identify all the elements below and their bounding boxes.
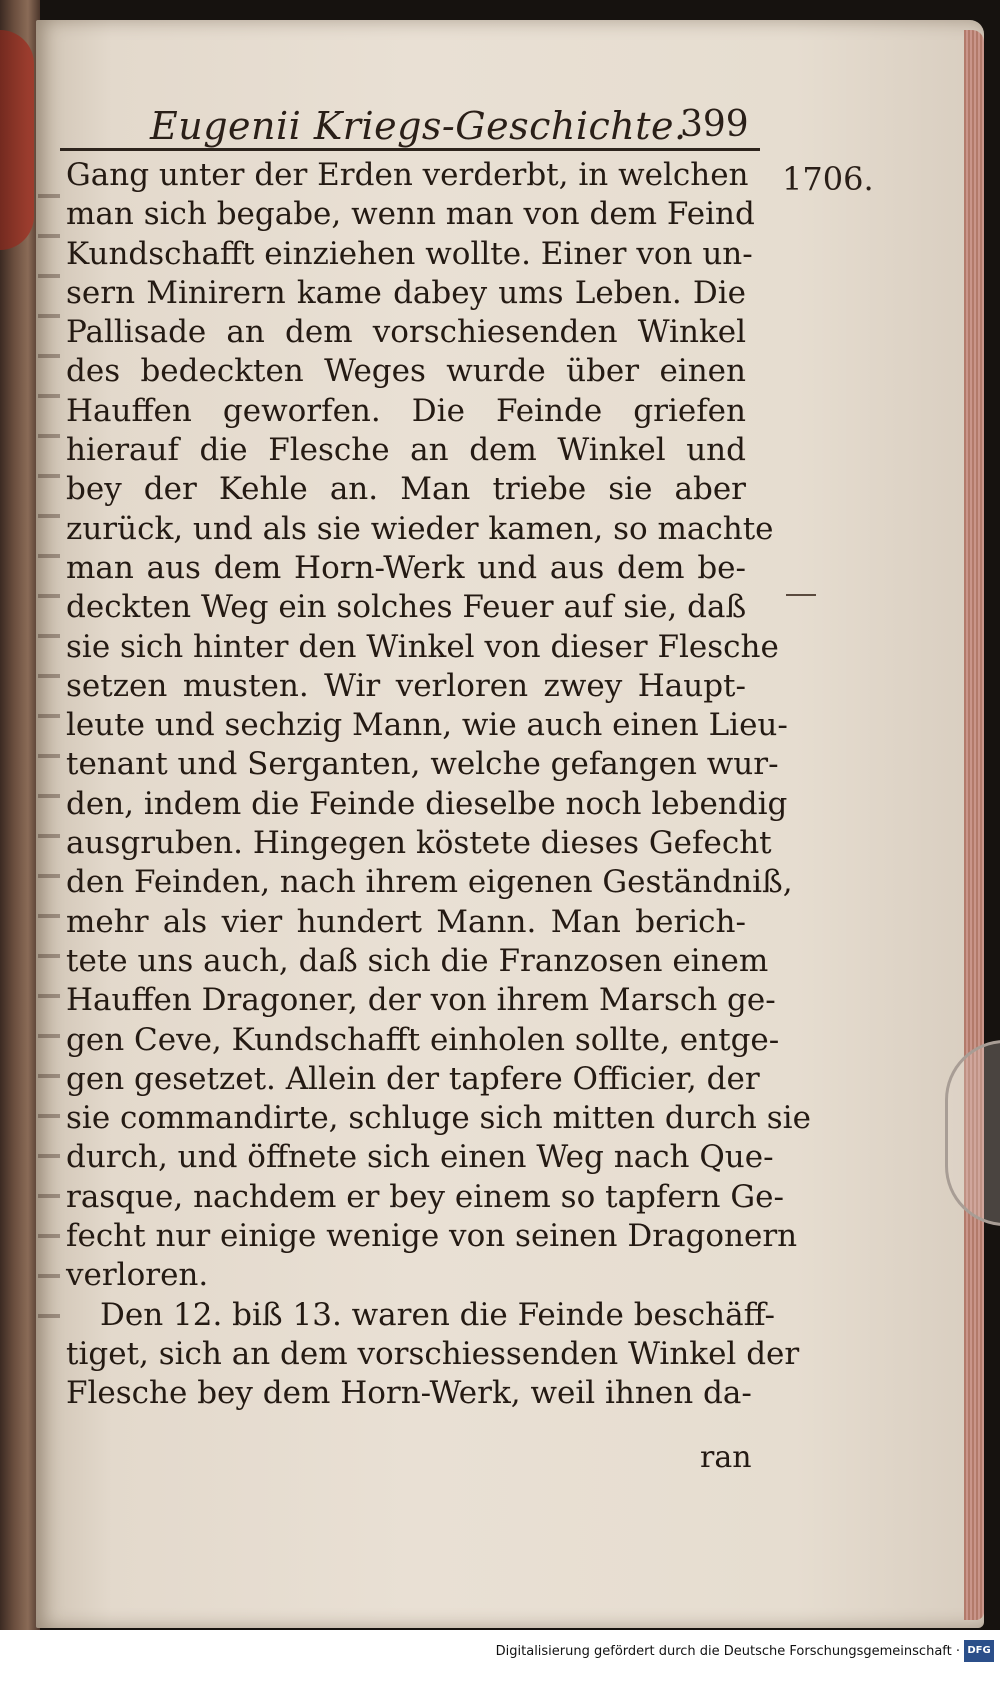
text-line: zurück, und als sie wieder kamen, so machte [66,510,774,547]
margin-mark [786,594,816,596]
text-line: tenant und Serganten, welche gefangen wur- [66,746,779,783]
text-line: sie sich hinter den Winkel von dieser Flesche [66,628,779,665]
text-line: den, indem die Feinde dieselbe noch lebendig [66,785,788,822]
gutter-bleed-text [38,170,60,1350]
page-fore-edge [964,30,984,1620]
header-rule [60,148,760,151]
text-line: sie commandirte, schluge sich mitten durch sie [66,1100,811,1137]
body-text [66,156,811,1414]
text-line: Flesche bey dem Horn-Werk, weil ihnen da- [66,1375,752,1412]
text-line: verloren. [66,1257,209,1294]
text-line: des bedeckten Weges wurde über einen [66,353,746,390]
text-line: tiget, sich an dem vorschiessenden Winkel der [66,1335,800,1372]
text-line: deckten Weg ein solches Feuer auf sie, daß [66,589,747,626]
text-line: rasque, nachdem er bey einem so tapfern Ge- [66,1178,784,1215]
text-line: man aus dem Horn-Werk und aus dem be- [66,549,746,586]
text-line: setzen musten. Wir verloren zwey Haupt- [66,667,746,704]
text-line: Hauffen Dragoner, der von ihrem Marsch ge- [66,982,776,1019]
funding-credit: Digitalisierung gefördert durch die Deutsche Forschungsgemeinschaft · [495,1644,960,1659]
text-line: gen gesetzet. Allein der tapfere Officier, der [66,1060,760,1097]
text-line: Gang unter der Erden verderbt, in welchen [66,157,749,193]
catchword: ran [700,1440,752,1475]
footer-bar [0,1630,1000,1683]
text-line: Den 12. biß 13. waren die Feinde beschäff- [100,1296,775,1333]
text-line: bey der Kehle an. Man triebe sie aber [66,471,746,508]
page-number: 399 [680,104,749,145]
text-line: Kundschafft einziehen wollte. Einer von un- [66,235,753,272]
text-line: fecht nur einige wenige von seinen Dragonern [66,1218,798,1255]
text-line: durch, und öffnete sich einen Weg nach Que- [66,1139,774,1176]
text-line: gen Ceve, Kundschafft einholen sollte, entge- [66,1021,780,1058]
text-line: leute und sechzig Mann, wie auch einen Lieu- [66,707,788,744]
running-title: Eugenii Kriegs-Geschichte. [150,104,687,148]
text-line: sern Minirern kame dabey ums Leben. Die [66,274,746,311]
text-line: hierauf die Flesche an dem Winkel und [66,432,746,469]
text-line: mehr als vier hundert Mann. Man berich- [66,903,746,940]
text-line: ausgruben. Hingegen köstete dieses Gefecht [66,825,772,862]
text-line: Hauffen geworfen. Die Feinde griefen [66,392,746,429]
text-line: den Feinden, nach ihrem eigenen Geständniß, [66,864,793,901]
dfg-logo: DFG [964,1640,994,1662]
text-line: tete uns auch, daß sich die Franzosen einem [66,942,769,979]
previous-page-red-edge [0,30,34,250]
page-header [60,104,760,150]
margin-year: 1706. [782,160,874,198]
text-line: Pallisade an dem vorschiesenden Winkel [66,314,746,351]
text-line: man sich begabe, wenn man von dem Feind [66,196,755,233]
